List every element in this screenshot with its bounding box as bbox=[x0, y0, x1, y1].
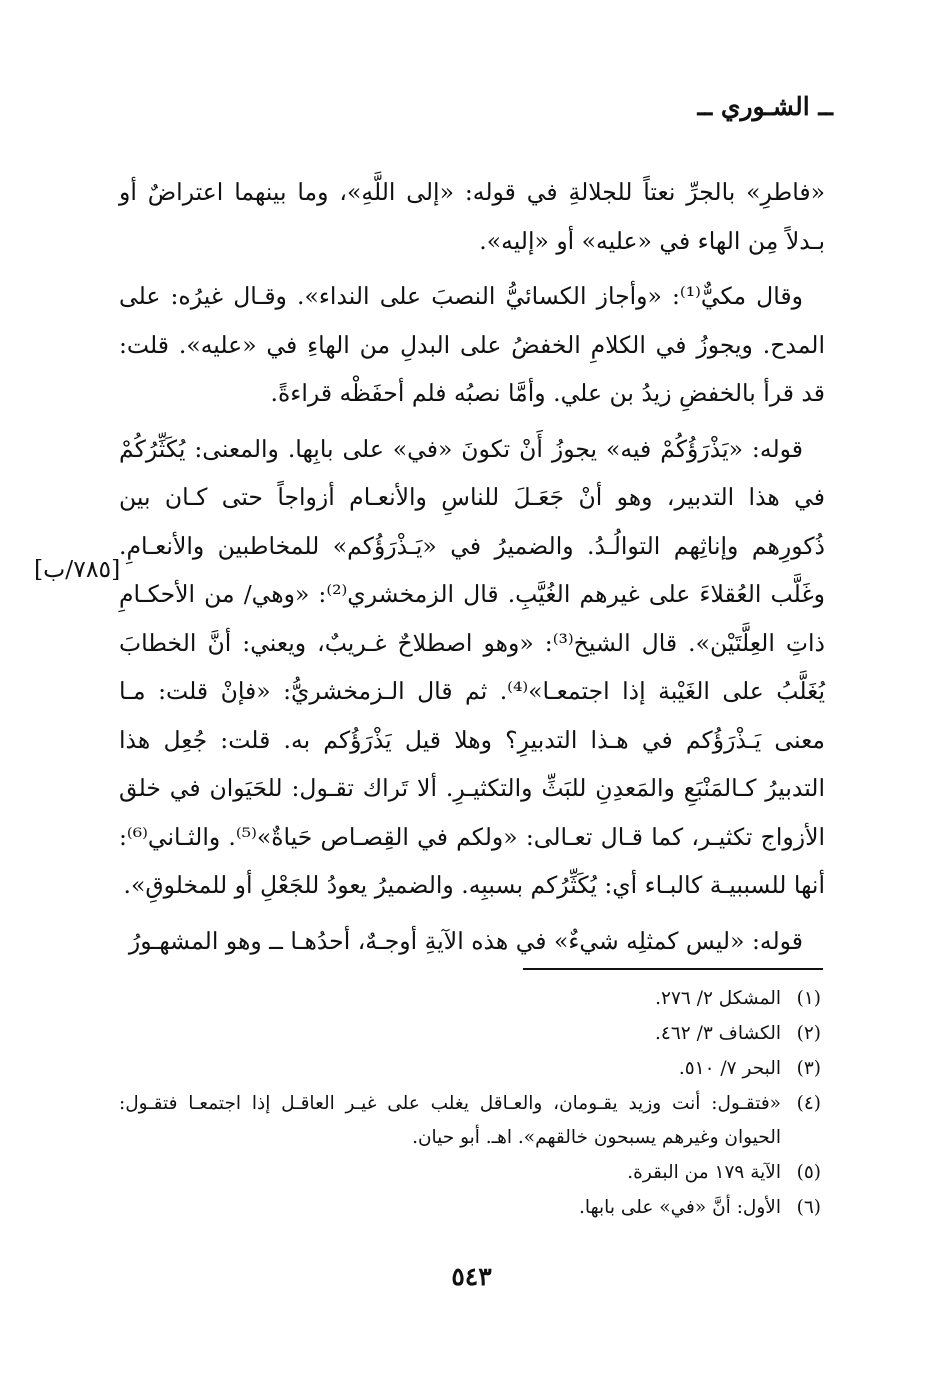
paragraph-3: قوله: «يَذْرَؤُكُمْ فيه» يجوزُ أَنْ تكونَ «في» على بابِها. والمعنى: يُكَثِّرُكُمْ في هذا التدبير، وهو أنْ جَعَـلَ للناسِ والأنعـام أزواجاً حتى كـان بين ذُكورِهم وإناثِهم التوالُـدُ. والضميرُ في «يَـذْرَؤُكم» للمخاطبين والأنعـامِ. وغَلَّب العُقلاءَ على غيرهم الغُيَّبِ. قال الزمخشري⁽²⁾: «وهي/ من الأحكـامِ ذاتِ العِلَّتَيْن». قال الشيخ⁽³⁾: «وهو اصطلاحٌ غـريبٌ، ويعني: أنَّ الخطابَ يُغَلَّبُ على الغَيْبة إذا اجتمعـا»⁽⁴⁾. ثم قال الـزمخشريُّ: «فإنْ قلت: مـا معنى يَـذْرَؤُكم في هـذا التدبيرِ؟ وهلا قيل يَذْرَؤُكم به. قلت: جُعِل هذا التدبيرُ كـالمَنْبَعِ والمَعدِنِ للبَثِّ والتكثيـرِ. ألا تَراك تقـول: للحَيَوان في خلق الأزواج تكثيـر، كما قـال تعـالى: «ولكم في القِصـاص حَياةٌ»⁽⁵⁾. والثـاني⁽⁶⁾: أنها للسببيـة كالبـاء أي: يُكَثِّرُكم بسببِه. والضميرُ يعودُ للجَعْلِ أو للمخلوقِ». bbox=[119, 434, 826, 899]
main-text bbox=[119, 168, 825, 972]
manuscript-folio-note: [٧٨٥/ب] bbox=[34, 555, 121, 583]
footnote-number: (٢) bbox=[796, 1023, 821, 1044]
paragraph-1: «فاطرِ» بالجرِّ نعتاً للجلالةِ في قوله: «إلى اللَّهِ»، وما بينهما اعتراضٌ أو بـدلاً مِن الهاء في «عليه» أو «إليه». bbox=[119, 178, 825, 255]
page-number: ٥٤٣ bbox=[451, 1262, 492, 1291]
paragraph-2: وقال مكيٌّ⁽¹⁾: «وأجاز الكسائيُّ النصبَ على النداء». وقـال غيرُه: على المدح. ويجوزُ في الكلامِ الخفضُ على البدلِ من الهاءِ في «عليه». قلت: قد قرأ بالخفضِ زيدُ بن علي. وأمَّا نصبُه فلم أحفَظْه قراءةً. bbox=[119, 282, 825, 407]
footnote-number: (٦) bbox=[796, 1197, 821, 1218]
footnote-text: المشكل ٢/ ٢٧٦. bbox=[655, 988, 781, 1009]
footnote-item bbox=[119, 1156, 821, 1190]
paragraph-4: قوله: «ليس كمثلِه شيءٌ» في هذه الآيةِ أوجـهٌ، أحدُهـا ــ وهو المشهـورُ bbox=[128, 926, 803, 955]
footnote-number: (٥) bbox=[796, 1162, 821, 1183]
running-header: ــ الشـوري ــ bbox=[697, 92, 833, 121]
footnote-item bbox=[119, 1087, 821, 1155]
footnote-text: الكشاف ٣/ ٤٦٢. bbox=[655, 1023, 781, 1044]
footnote-item bbox=[119, 1191, 821, 1225]
footnote-number: (١) bbox=[796, 988, 821, 1009]
footnote-number: (٤) bbox=[796, 1093, 821, 1114]
footnote-text: الأول: أنَّ «في» على بابها. bbox=[578, 1197, 781, 1218]
footnote-separator bbox=[523, 968, 823, 970]
footnote-text: «فتقـول: أنت وزيد يقـومان، والعـاقل يغلب على غيـر العاقـل إذا اجتمعـا فتقـول: الحيوان وغيرهم يسبحون خالقهم». اهـ. أبو حيان. bbox=[119, 1093, 781, 1148]
footnote-number: (٣) bbox=[796, 1058, 821, 1079]
footnote-item bbox=[119, 1017, 821, 1051]
footnotes bbox=[119, 982, 821, 1226]
footnote-item bbox=[119, 982, 821, 1016]
footnote-item bbox=[119, 1052, 821, 1086]
footnote-text: البحر ٧/ ٥١٠. bbox=[678, 1058, 781, 1079]
footnote-text: الآية ١٧٩ من البقرة. bbox=[627, 1162, 781, 1183]
